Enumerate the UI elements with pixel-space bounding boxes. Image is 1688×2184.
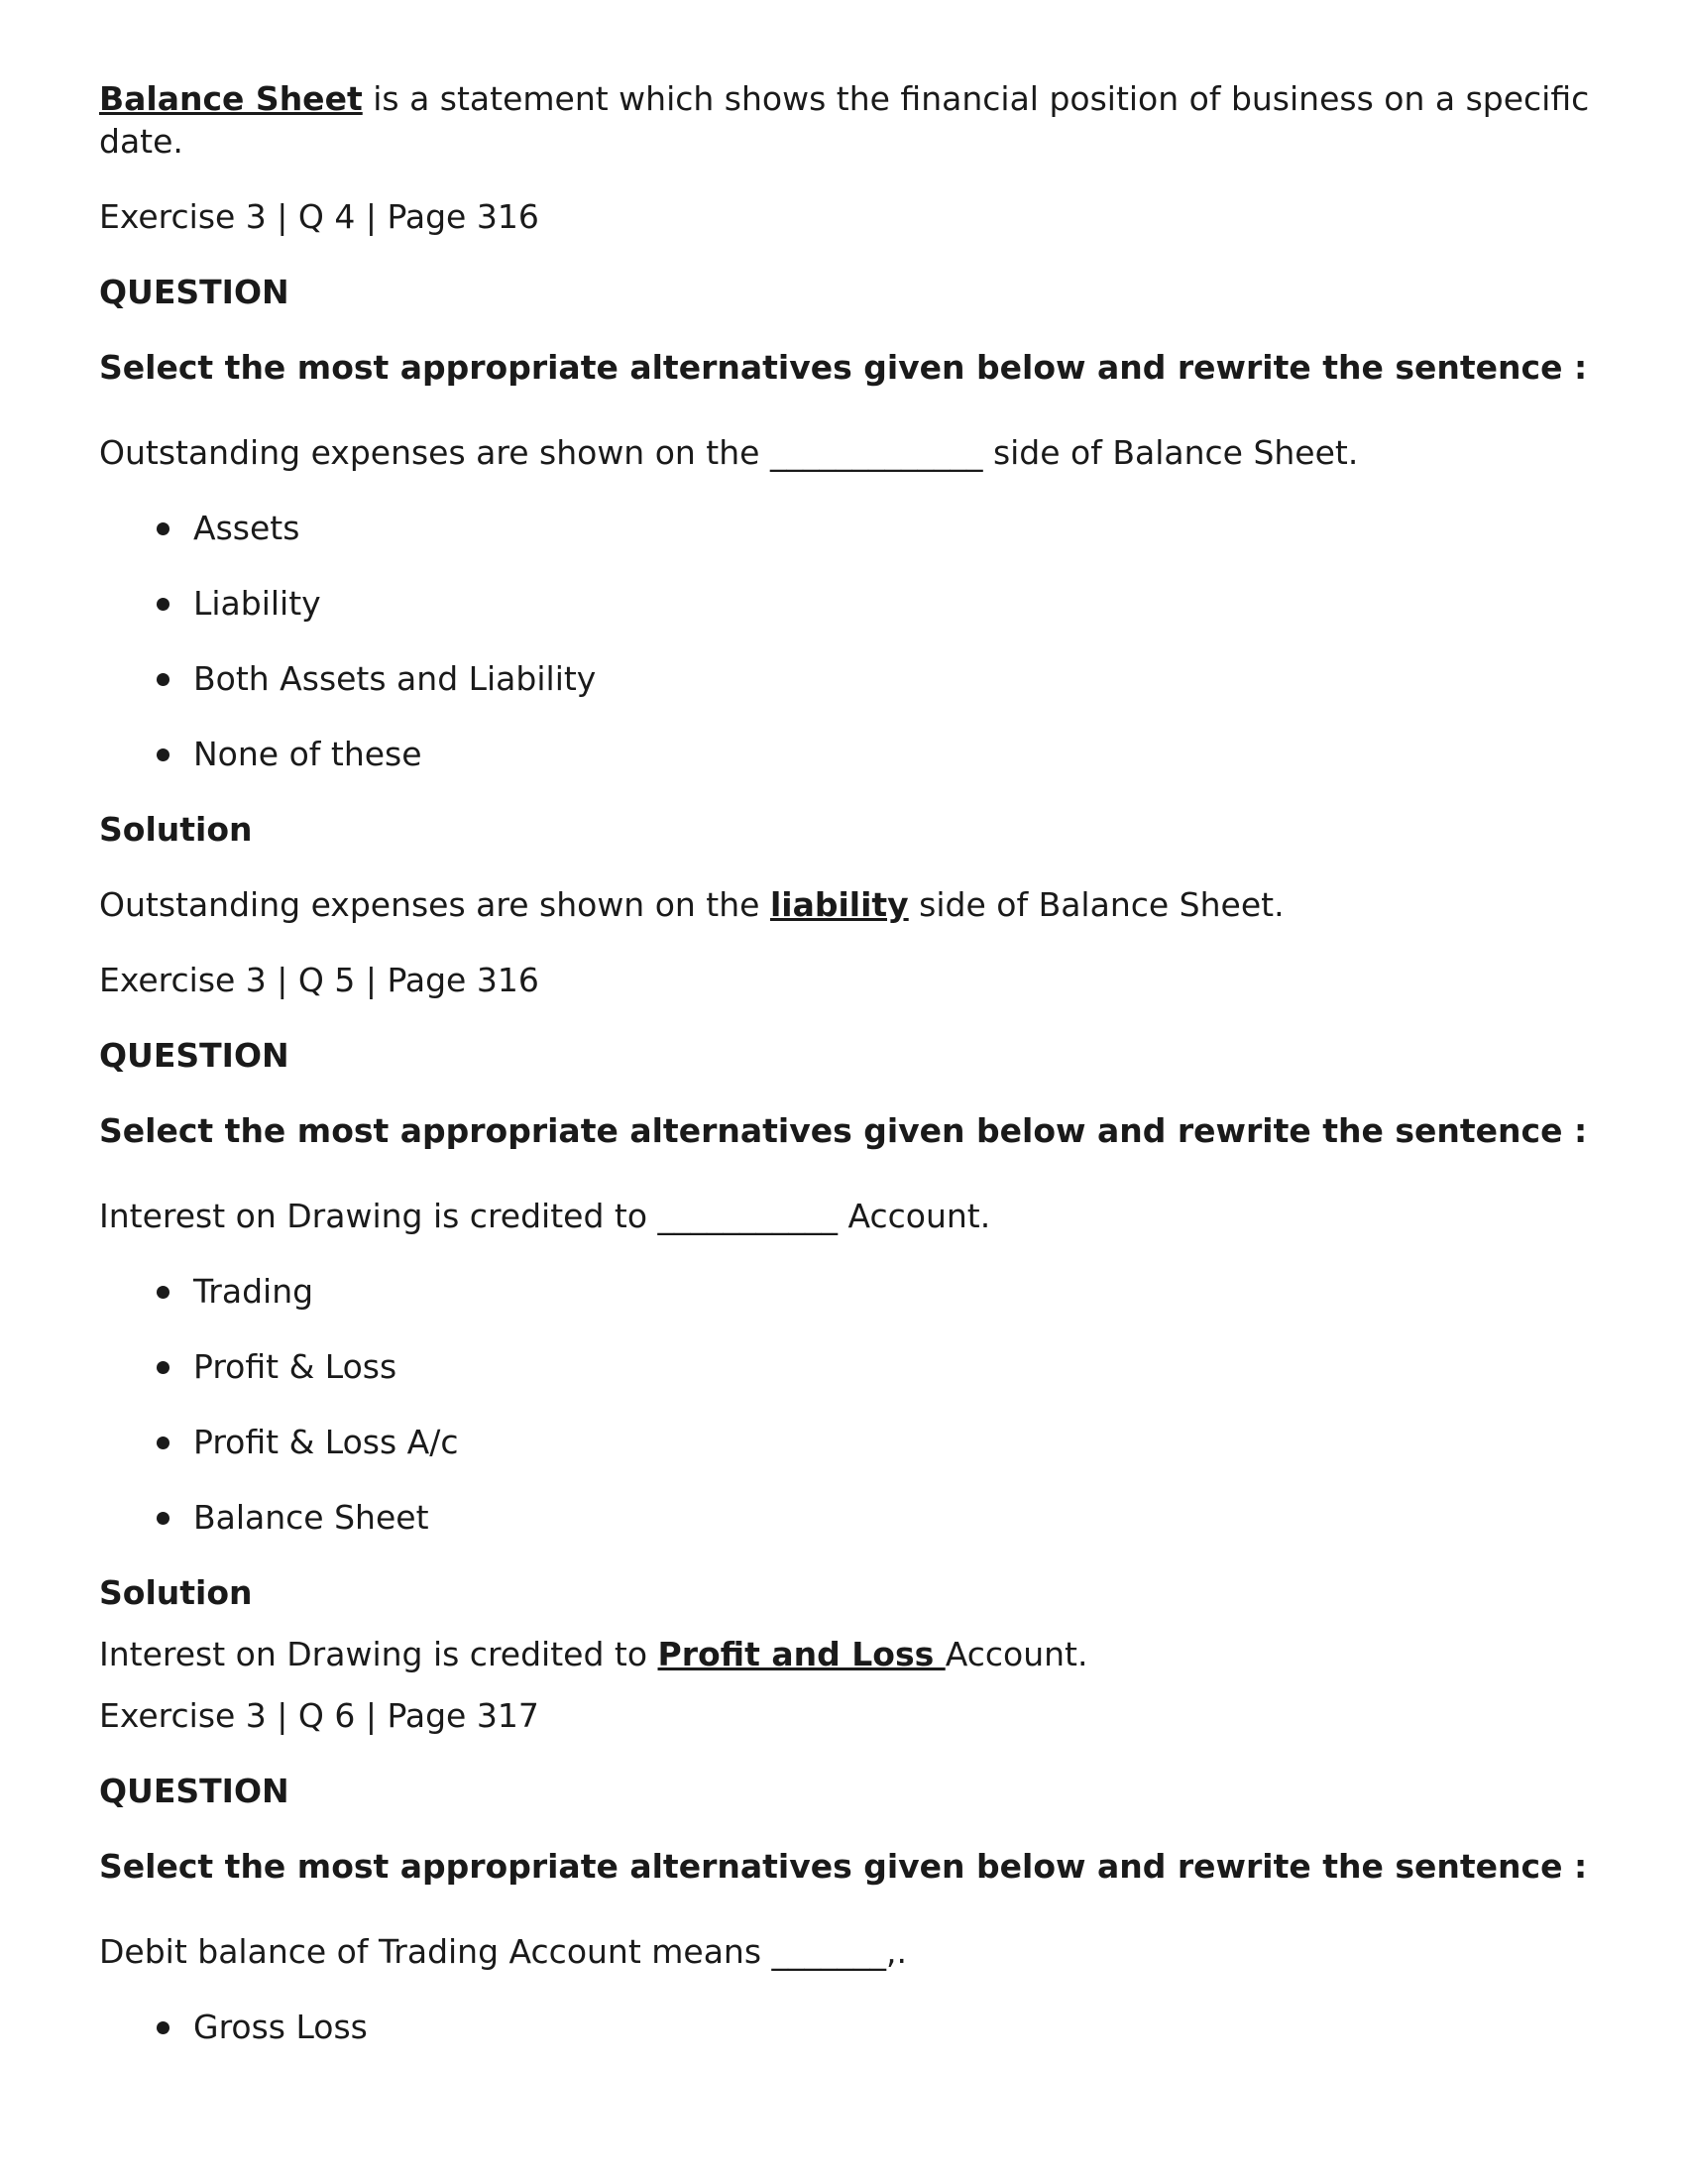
- option-label: Gross Loss: [193, 2008, 368, 2046]
- solution-before: Outstanding expenses are shown on the: [99, 885, 770, 924]
- option-item: [151, 1345, 1606, 1388]
- question-instruction: Select the most appropriate alternatives given below and rewrite the sentence :: [99, 1847, 1588, 1886]
- question-text: Debit balance of Trading Account means _______,.: [99, 1932, 908, 1971]
- option-list: [99, 2006, 1606, 2048]
- solution-answer: Profit and Loss: [657, 1635, 946, 1673]
- exercise-reference: Exercise 3 | Q 4 | Page 316: [99, 197, 539, 236]
- bullet-icon: [157, 598, 169, 611]
- document-page: [99, 77, 1606, 2081]
- option-label: Both Assets and Liability: [193, 659, 597, 698]
- option-label: None of these: [193, 735, 422, 773]
- question-text: Outstanding expenses are shown on the _____________ side of Balance Sheet.: [99, 433, 1359, 472]
- intro-paragraph: [99, 77, 1606, 163]
- option-label: Liability: [193, 584, 321, 623]
- solution-answer: liability: [769, 885, 909, 924]
- option-list: [99, 507, 1606, 775]
- solution-before: Interest on Drawing is credited to: [99, 1635, 658, 1673]
- bullet-icon: [157, 1512, 169, 1525]
- bullet-icon: [157, 2021, 169, 2034]
- option-item: [151, 1421, 1606, 1463]
- option-label: Assets: [193, 509, 300, 547]
- intro-text: is a statement which shows the financial position of business on a specific date.: [99, 79, 1590, 161]
- exercise-reference: Exercise 3 | Q 6 | Page 317: [99, 1696, 539, 1735]
- option-item: [151, 1270, 1606, 1313]
- option-label: Profit & Loss: [193, 1347, 397, 1386]
- option-label: Trading: [193, 1272, 314, 1311]
- intro-term: Balance Sheet: [99, 79, 363, 118]
- option-item: [151, 1496, 1606, 1539]
- exercise-reference: Exercise 3 | Q 5 | Page 316: [99, 961, 539, 999]
- solution-text: [99, 1633, 1606, 1675]
- question-heading: QUESTION: [99, 1036, 289, 1075]
- option-label: Profit & Loss A/c: [193, 1423, 459, 1461]
- question-text: Interest on Drawing is credited to ___________ Account.: [99, 1197, 991, 1235]
- solution-heading: Solution: [99, 810, 253, 849]
- bullet-icon: [157, 1437, 169, 1449]
- bullet-icon: [157, 1361, 169, 1374]
- option-label: Balance Sheet: [193, 1498, 429, 1537]
- solution-after: Account.: [945, 1635, 1088, 1673]
- option-item: [151, 507, 1606, 549]
- bullet-icon: [157, 1286, 169, 1299]
- bullet-icon: [157, 522, 169, 535]
- bullet-icon: [157, 673, 169, 686]
- option-item: [151, 657, 1606, 700]
- solution-text: [99, 883, 1606, 926]
- option-item: [151, 733, 1606, 775]
- question-instruction: Select the most appropriate alternatives given below and rewrite the sentence :: [99, 1111, 1588, 1150]
- solution-heading: Solution: [99, 1573, 253, 1612]
- question-heading: QUESTION: [99, 273, 289, 311]
- option-list: [99, 1270, 1606, 1539]
- solution-after: side of Balance Sheet.: [908, 885, 1285, 924]
- bullet-icon: [157, 748, 169, 761]
- option-item: [151, 582, 1606, 625]
- option-item: [151, 2006, 1606, 2048]
- question-instruction: Select the most appropriate alternatives given below and rewrite the sentence :: [99, 348, 1588, 387]
- question-heading: QUESTION: [99, 1772, 289, 1810]
